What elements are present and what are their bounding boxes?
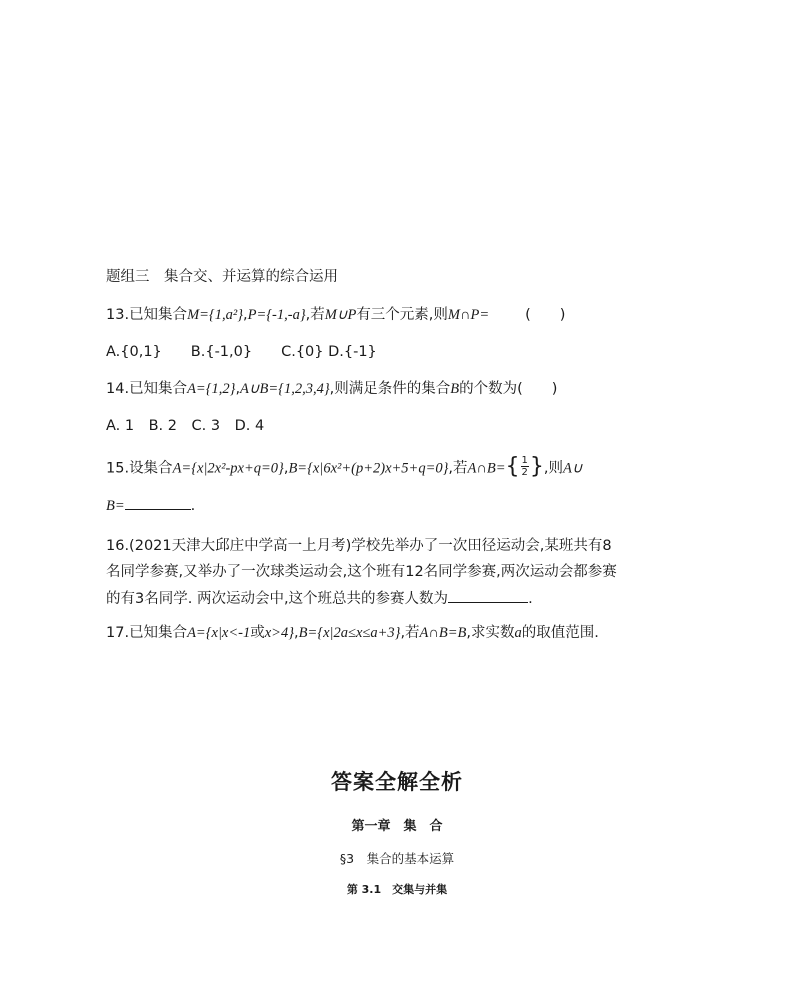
q15-union: A∪ [563,460,583,477]
q15-b-label: B= [106,498,125,514]
q15-number: 15. [106,460,130,477]
chapter-heading: 第一章 集 合 [351,819,443,834]
question-13: 13.已知集合M={1,a²},P={-1,-a},若M∪P有三个元素,则M∩P= ( ) [106,307,566,323]
q14-set-a: A={1,2} [187,381,236,397]
q14-number: 14. [106,381,130,397]
q13-intersection: M∩P= [447,307,490,323]
section-heading: 题组三 集合交、并运算的综合运用 [106,269,338,285]
question-16-line-2: 名同学参赛,又举办了一次球类运动会,这个班有12名同学参赛,两次运动会都参赛 [106,564,617,580]
q15-fraction-set: { $\frac{1}{2}$ } [505,453,544,479]
q15-frac-numerator: 1 [521,455,528,466]
q17-number: 17. [106,625,130,641]
question-16-line-3: 的有3名同学. 两次运动会中,这个班总共的参赛人数为 . [106,588,533,609]
q14-set-b: B [450,381,460,397]
q13-set-p: P={-1,-a} [247,307,306,323]
question-16-line-1: 16.(2021天津大邱庄中学高一上月考)学校先举办了一次田径运动会,某班共有8 [106,538,612,554]
q13-set-m: M={1,a²} [187,307,243,323]
q14-options: A. 1 B. 2 C. 3 D. 4 [106,418,265,434]
q15-set-b: B={x|6x²+(p+2)x+5+q=0} [288,460,449,477]
question-17: 17.已知集合A={x|x<-1或x>4},B={x|2a≤x≤a+3},若A∩B=B,求实数a的取值范围. [106,625,599,641]
q14-union: A∪B={1,2,3,4} [240,381,330,397]
subsection-heading: 第 3.1 交集与并集 [346,883,448,896]
q13-number: 13. [106,307,130,323]
q17-set-b: B={x|2a≤x≤a+3} [298,625,401,641]
question-14: 14.已知集合A={1,2},A∪B={1,2,3,4},则满足条件的集合B的个数为( ) [106,381,558,397]
q15-set-a: A={x|2x²-px+q=0} [172,460,284,477]
question-15: 15.设集合A={x|2x²-px+q=0},B={x|6x²+(p+2)x+5+q=0},若A∩B= { $\frac{1}{2}$ } ,则A∪ [106,453,583,479]
q15-line-2: B= . [106,495,195,516]
q15-answer-blank[interactable] [125,495,191,510]
section-subheading: §3 集合的基本运算 [339,851,455,866]
q17-set-a: A={x|x<-1 [187,625,251,641]
q13-union: M∪P [324,307,357,323]
q15-intersection: A∩B= [467,460,506,477]
q13-answer-paren: ( ) [525,307,566,323]
q17-condition: A∩B=B [419,625,467,641]
q16-answer-blank[interactable] [448,588,528,603]
q17-variable-a: a [514,625,522,641]
q13-options: A.{0,1} B.{-1,0} C.{0} D.{-1} [106,344,377,360]
q15-frac-denominator: 2 [521,467,528,478]
answer-title: 答案全解全析 [331,770,463,794]
